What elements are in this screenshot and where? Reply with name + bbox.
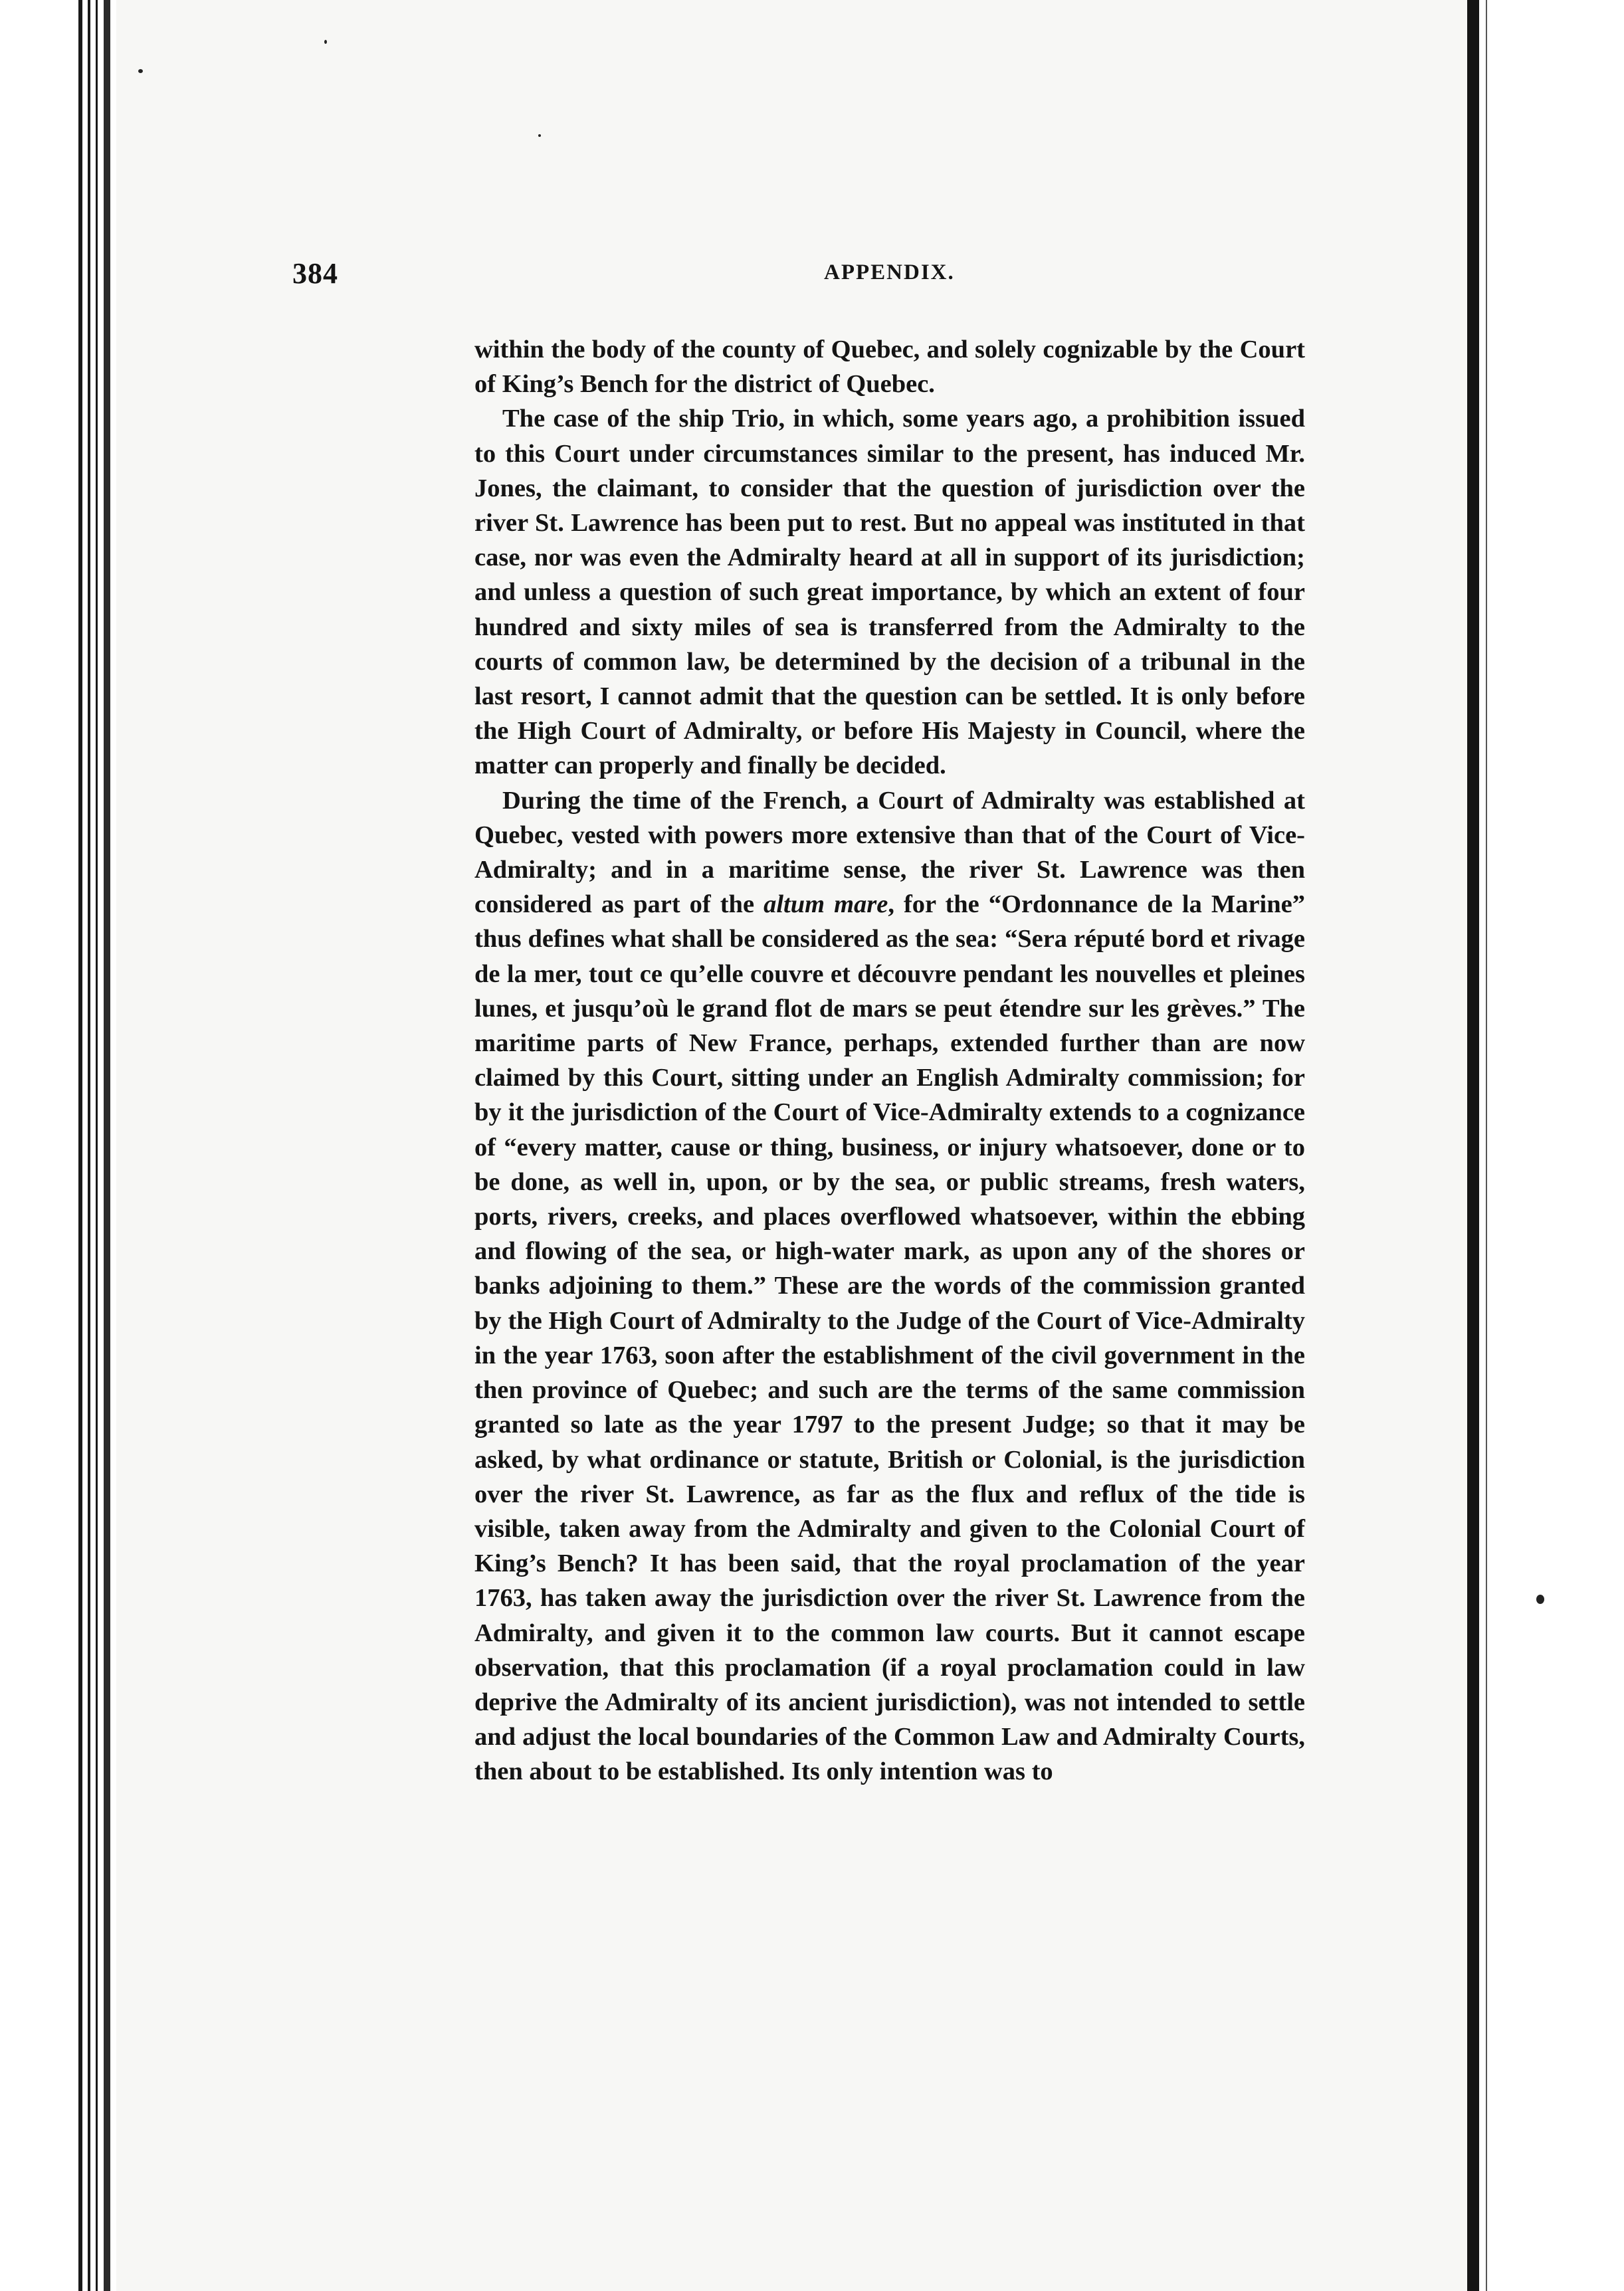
paragraph: within the body of the county of Quebec, and solely cognizable by the Court of King’s Bench for the district of Quebec. [474, 336, 1305, 399]
border-rule [1486, 0, 1487, 2291]
scan-speck [538, 134, 541, 137]
body-text [474, 332, 1305, 1789]
page-border-right [1467, 0, 1624, 2291]
paragraph: The case of the ship Trio, in which, some years ago, a prohibition issued to this Court under circumstances similar to the present, has induced Mr. Jones, the claimant, to consider that the question of jurisdiction over the river St. Lawrence has been put to rest. But no appeal was instituted in that case, nor was even the Admiralty heard at all in support of its jurisdiction; and unless a question of such great importance, by which an extent of four hundred and sixty miles of sea is transferred from the Admiralty to the courts of common law, be determined by the decision of a tribunal in the last resort, I cannot admit that the question can be settled. It is only before the High Court of Admiralty, or before His Majesty in Council, where the matter can properly and finally be decided. [474, 405, 1305, 780]
page-number: 384 [292, 257, 338, 290]
scan-speck [324, 40, 327, 44]
page-header [292, 256, 1309, 296]
binding-edge [0, 0, 116, 2291]
margin-blank [1491, 0, 1624, 2291]
paragraph-text: , for the “Ordonnance de la Marine” thus defines what shall be considered as the sea: “Sera réputé bord et rivage de la mer, tout ce qu’elle couvre et découvre pendant les nouvelles et pleines lunes, et jusqu’où le grand flot de mars se peut étendre sur les grèves.” The maritime parts of New France, perhaps, extended further than are now claimed by this Court, sitting under an English Admiralty commission; for by it the jurisdiction of the Court of Vice-Admiralty extends to a cognizance of “every matter, cause or thing, business, or injury whatsoever, done or to be done, as well in, upon, or by the sea, or public streams, fresh waters, ports, rivers, creeks, and places overflowed whatsoever, within the ebbing and flowing of the sea, or high-water mark, as upon any of the shores or banks adjoining to them.” These are the words of the commission granted by the High Court of Admiralty to the Judge of the Court of Vice-Admiralty in the year 1763, soon after the establishment of the civil government in the then province of Quebec; and such are the terms of the same commission granted so late as the year 1797 to the present Judge; so that it may be asked, by what ordinance or statute, British or Colonial, is the jurisdiction over the river St. Lawrence, as far as the flux and reflux of the tide is visible, taken away from the Admiralty and given to the Colonial Court of King’s Bench? It has been said, that the royal proclamation of the year 1763, has taken away the jurisdiction over the river St. Lawrence from the Admiralty, and given it to the common law courts. But it cannot escape observation, that this proclamation (if a royal proclamation could in law deprive the Admiralty of its ancient jurisdiction), was not intended to settle and adjust the local boundaries of the Common Law and Admiralty Courts, then about to be established. Its only intention was to [474, 890, 1305, 1786]
binding-rule [78, 0, 82, 2291]
paragraph-text: During the time of the French, a Court of Admiralty was established at Quebec, vested with powers more extensive than that of the Court of Vice-Admiralty; and in a maritime sense, the river St. Lawrence was then considered as part of the [474, 786, 1305, 919]
scan-speck [1536, 1595, 1544, 1604]
scan-speck [138, 69, 143, 73]
italic-phrase: altum mare [763, 890, 888, 919]
paragraph [474, 783, 1305, 1789]
border-rule [1467, 0, 1479, 2291]
binding-rule [96, 0, 98, 2291]
running-title: APPENDIX. [824, 260, 955, 284]
binding-rule [88, 0, 90, 2291]
binding-rule [104, 0, 110, 2291]
